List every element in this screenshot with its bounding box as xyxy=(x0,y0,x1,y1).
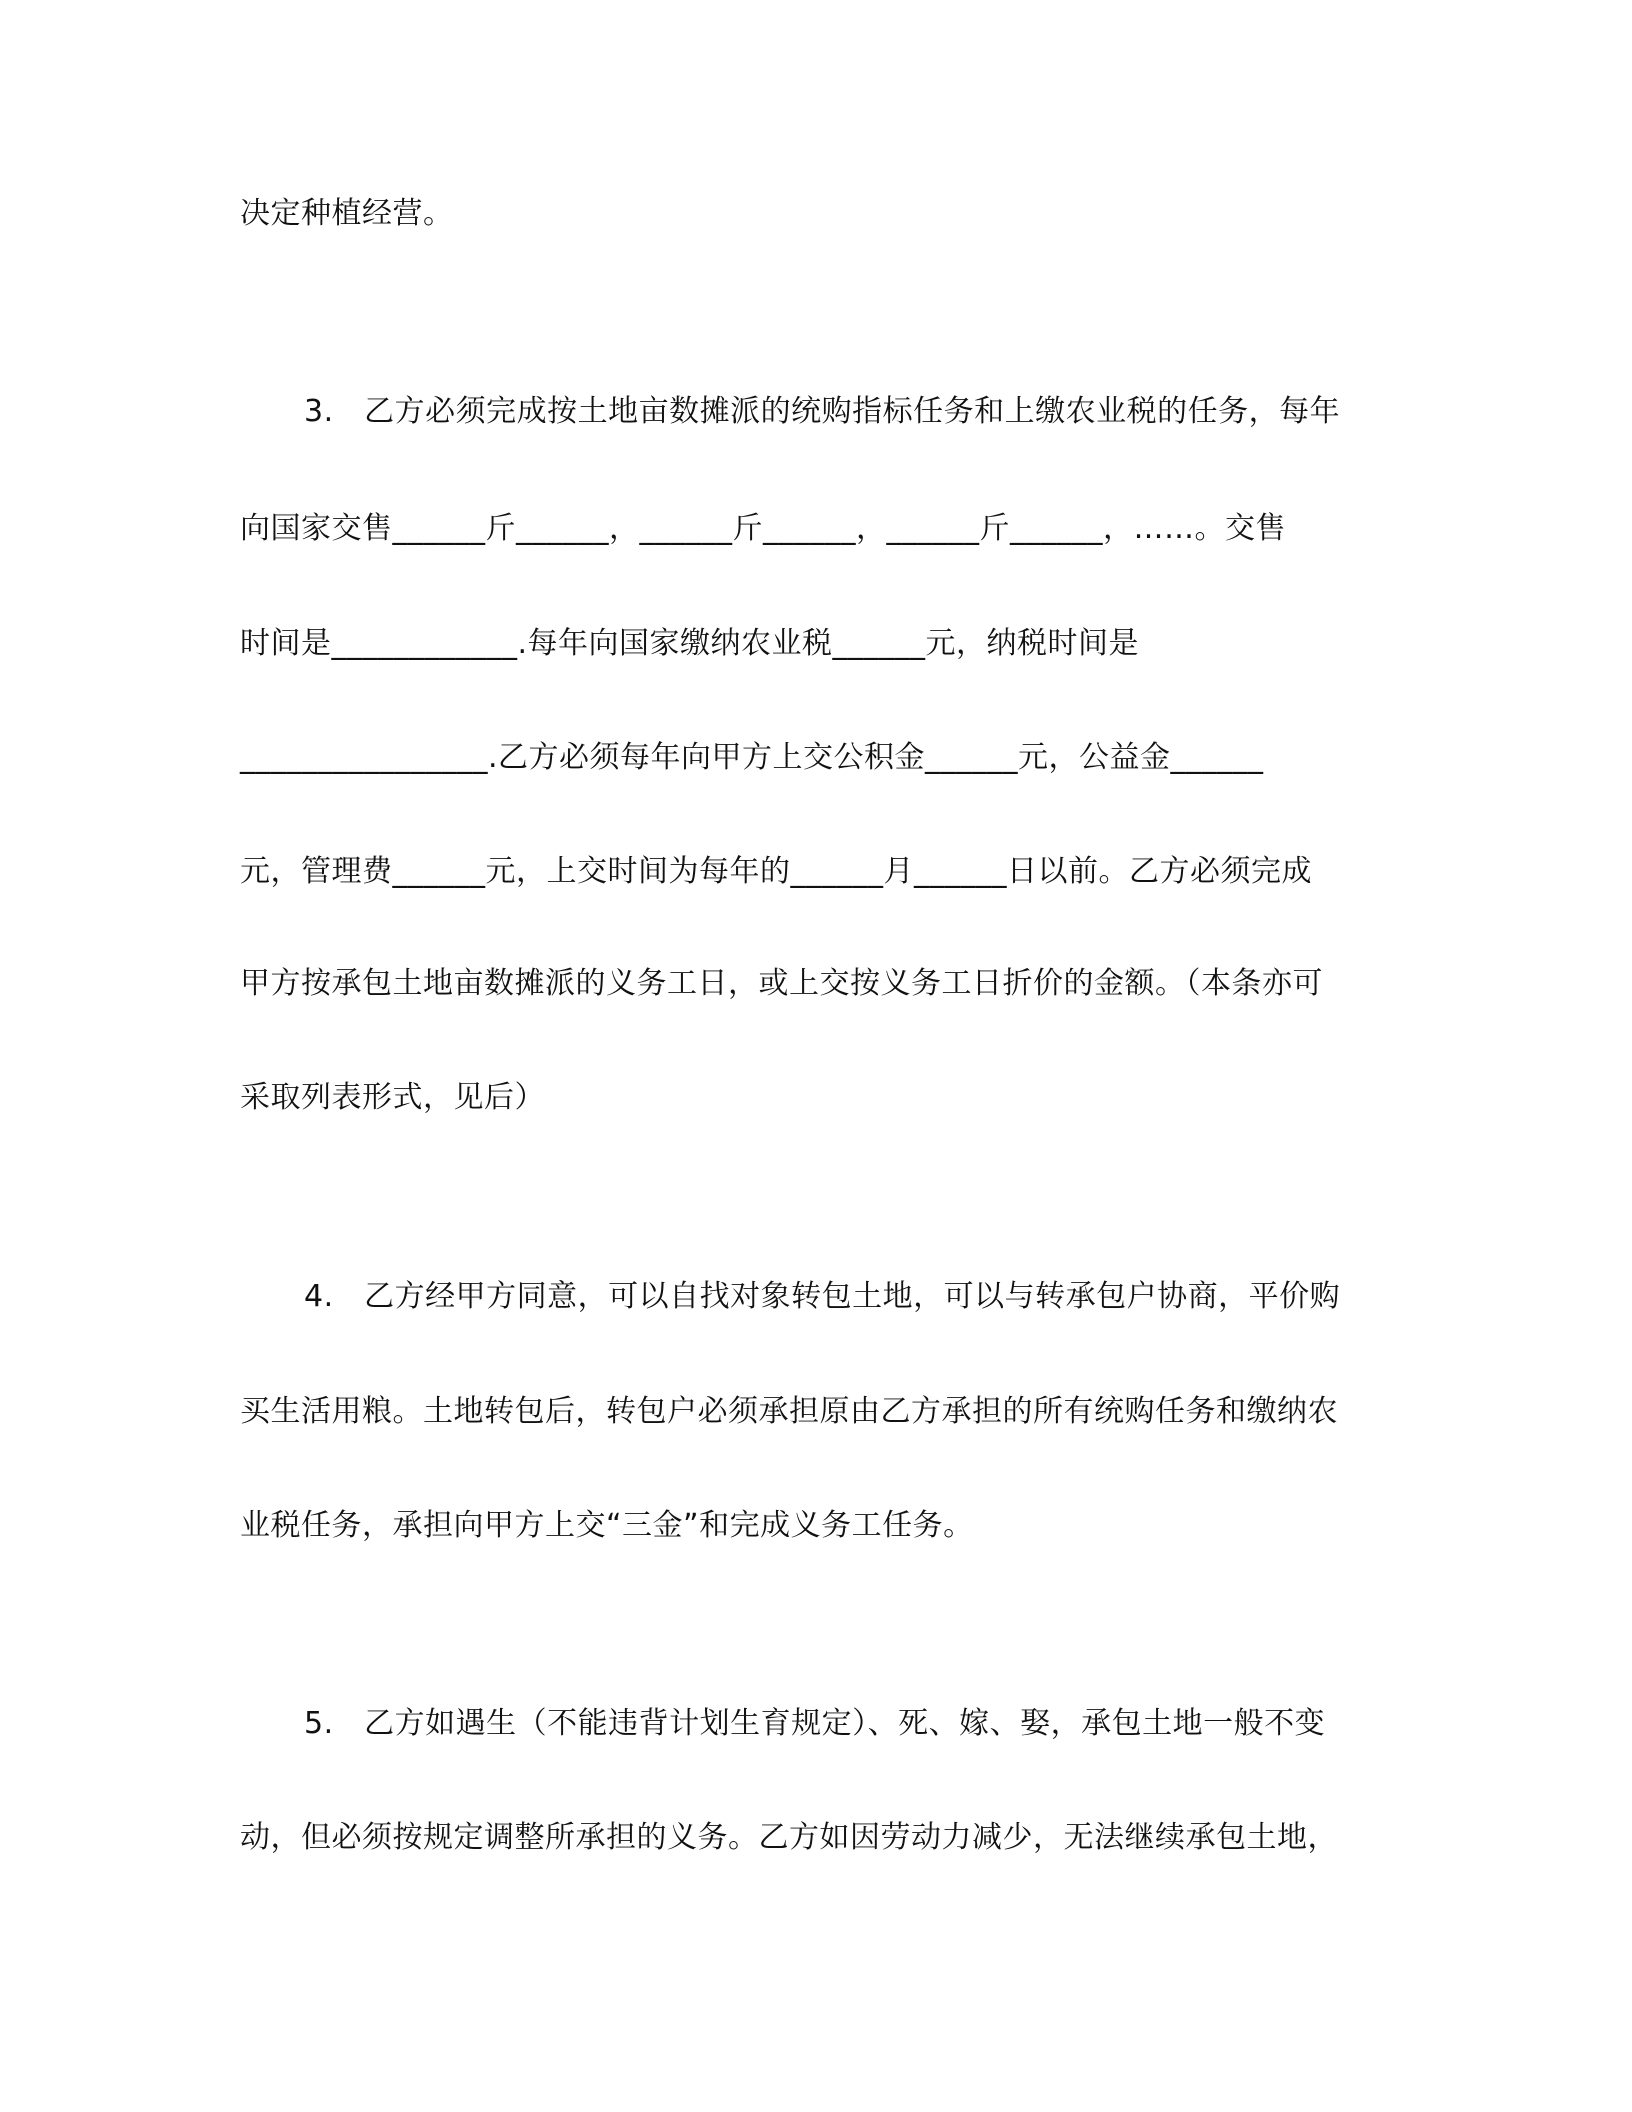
text-line: 业税任务，承担向甲方上交“三金”和完成义务工任务。 xyxy=(240,1508,974,1543)
text-line: 买生活用粮。土地转包后，转包户必须承担原由乙方承担的所有统购任务和缴纳农 xyxy=(240,1394,1338,1429)
text-line: 采取列表形式，见后） xyxy=(240,1080,545,1115)
text-line: 甲方按承包土地亩数摊派的义务工日，或上交按义务工日折价的金额。（本条亦可 xyxy=(240,966,1323,1001)
text-line: 元，管理费______元，上交时间为每年的______月______日以前。乙方必须完成 xyxy=(240,854,1312,889)
text-line: 动，但必须按规定调整所承担的义务。乙方如因劳动力减少，无法继续承包土地， xyxy=(240,1820,1338,1855)
text-line: 决定种植经营。 xyxy=(240,196,454,231)
text-line: 3. 乙方必须完成按土地亩数摊派的统购指标任务和上缴农业税的任务，每年 xyxy=(304,394,1341,429)
text-line: 5. 乙方如遇生（不能违背计划生育规定）、死、嫁、娶，承包土地一般不变 xyxy=(304,1706,1326,1741)
text-line: ________________.乙方必须每年向甲方上交公积金______元，公益金______ xyxy=(240,740,1264,775)
text-line: 4. 乙方经甲方同意，可以自找对象转包土地，可以与转承包户协商，平价购 xyxy=(304,1279,1341,1314)
text-line: 向国家交售______斤______，______斤______，______斤______，……。交售 xyxy=(240,511,1286,546)
text-line: 时间是____________.每年向国家缴纳农业税______元，纳税时间是 xyxy=(240,626,1140,661)
